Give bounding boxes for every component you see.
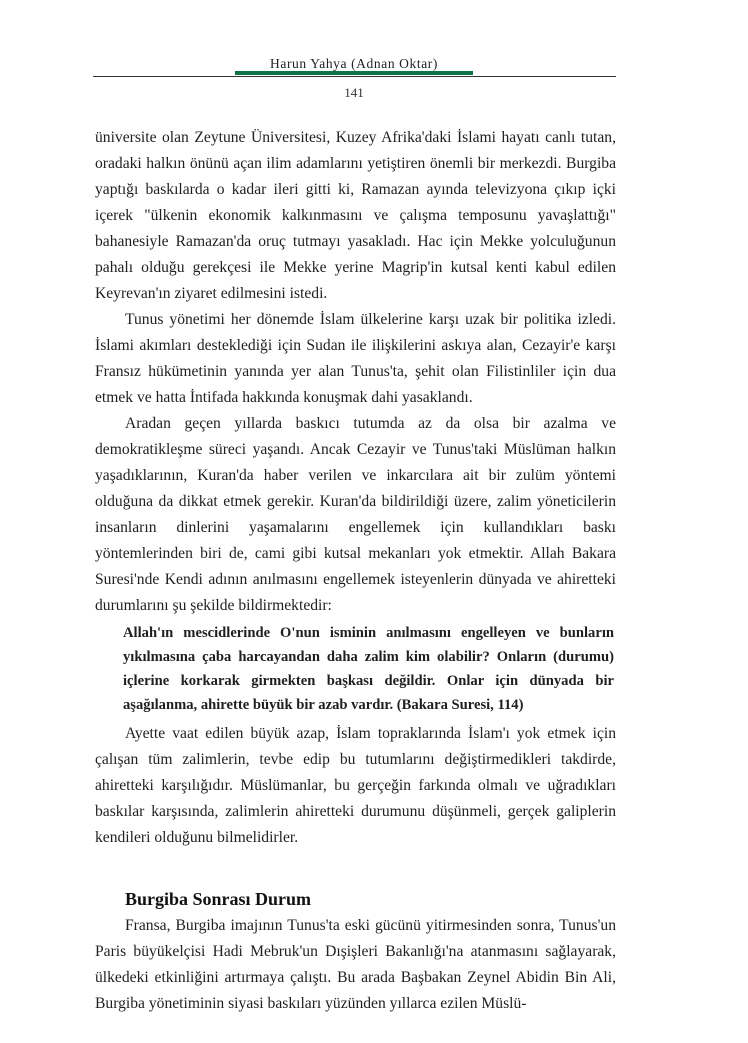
paragraph: Ayette vaat edilen büyük azap, İslam topraklarında İslam'ı yok etmek için çalışan tüm zalimlerin, tevbe edip bu tutumlarını değiştirmedikleri takdirde, ahiretteki karşılığıdır. Müslümanlar, bu gerçeğin farkında olmalı ve uğradıkları baskılar karşısında, zalimlerin ahiretteki durumunu düşünmeli, gerçek galiplerin kendileri olduğunu bilmelidirler.: [95, 725, 616, 846]
page-number: 141: [344, 85, 364, 100]
body-text: [95, 125, 616, 1017]
header-accent-bar: [235, 71, 473, 75]
header-title: Harun Yahya (Adnan Oktar): [270, 56, 438, 71]
paragraph: Aradan geçen yıllarda baskıcı tutumda az da olsa bir azalma ve demokratikleşme süreci yaşandı. Ancak Cezayir ve Tunus'taki Müslüman halkın yaşadıklarının, Kuran'da haber verilen ve inkarcılara ait bir zulüm yöntemi olduğuna da dikkat etmek gerekir. Kuran'da bildirildiği üzere, zalim yöneticilerin insanların dinlerini yaşamalarını engellemek için kullandıkları baskı yöntemlerinden biri de, cami gibi kutsal mekanları yok etmektir. Allah Bakara Suresi'nde Kendi adının anılmasını engellemek isteyenlerin dünyada ve ahiretteki durumlarını şu şekilde bildirmektedir:: [95, 415, 616, 614]
paragraph: Tunus yönetimi her dönemde İslam ülkelerine karşı uzak bir politika izledi. İslami akımları desteklediği için Sudan ile ilişkilerini askıya alan, Cezayir'e karşı Fransız hükümetinin yanında yer alan Tunus'ta, şehit olan Filistinliler için dua etmek ve hatta İntifada hakkında konuşmak dahi yasaklandı.: [95, 311, 616, 406]
section-heading: Burgiba Sonrası Durum: [125, 889, 312, 909]
running-header: [0, 0, 748, 110]
paragraph-continued: üniversite olan Zeytune Üniversitesi, Kuzey Afrika'daki İslami hayatı canlı tutan, oradaki halkın önünü açan ilim adamlarını yetiştiren önemli bir merkezdi. Burgiba yaptığı baskılarda o kadar ileri gitti ki, Ramazan ayında televizyona çıkıp içki içerek "ülkenin ekonomik kalkınmasını ve çalışma temposunu yavaşlattığı" bahanesiyle Ramazan'da oruç tutmayı yasakladı. Hac için Mekke yolculuğunun pahalı olduğu gerekçesi ile Mekke yerine Magrip'in kutsal kenti kabul edilen Keyrevan'ın ziyaret edilmesini istedi.: [95, 129, 616, 302]
verse-quote: Allah'ın mescidlerinde O'nun isminin anılmasını engelleyen ve bunların yıkılmasına çaba harcayandan daha zalim kim olabilir? Onların (durumu) içlerine korkarak girmekten başkası değildir. Onlar için dünyada bir aşağılanma, ahirette büyük bir azab vardır. (Bakara Suresi, 114): [123, 625, 614, 713]
header-rule: [93, 76, 616, 77]
quote-block: [95, 621, 616, 717]
paragraph: Fransa, Burgiba imajının Tunus'ta eski gücünü yitirmesinden sonra, Tunus'un Paris büyükelçisi Hadi Mebruk'un Dışişleri Bakanlığı'na atanmasını sağlayarak, ülkedeki etkinliğini artırmaya çalıştı. Bu arada Başbakan Zeynel Abidin Bin Ali, Burgiba yönetiminin siyasi baskıları yüzünden yıllarca ezilen Müslü-: [95, 917, 616, 1012]
